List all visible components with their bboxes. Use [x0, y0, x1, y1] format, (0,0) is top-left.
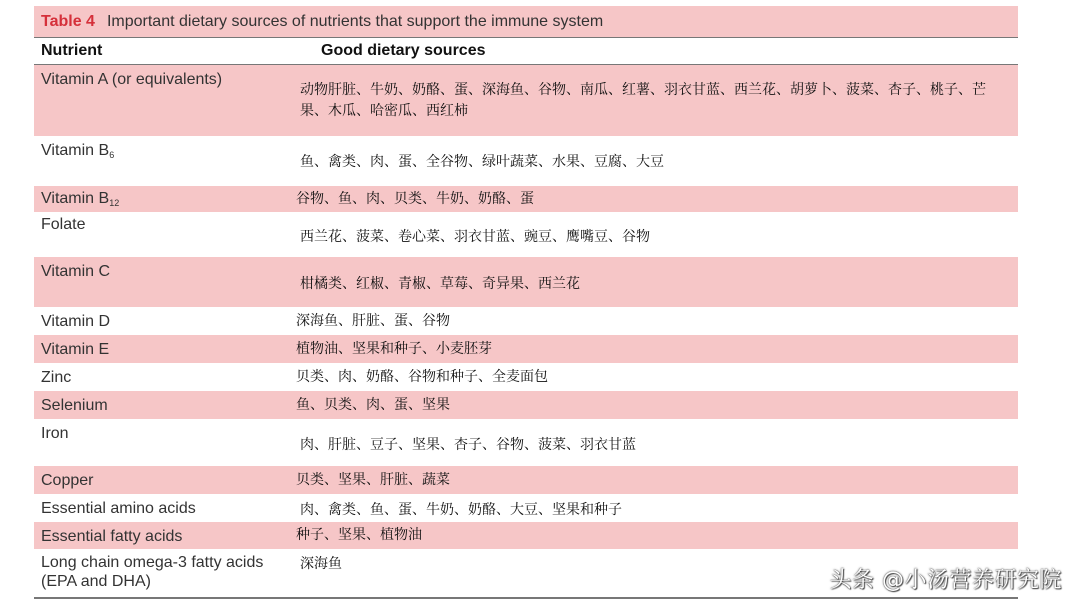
sources-cell — [290, 494, 1018, 522]
nutrient-subscript: 6 — [109, 150, 115, 160]
sources-cell — [290, 419, 1018, 466]
nutrient-cell: Iron — [41, 425, 69, 442]
table-bottom-rule — [34, 597, 1018, 599]
table-row — [34, 136, 1018, 186]
watermark: 头条 @小汤营养研究院 — [829, 568, 1062, 593]
sources-text: 谷物、鱼、肉、贝类、牛奶、奶酪、蛋 — [296, 190, 534, 207]
table-row — [34, 363, 1018, 391]
nutrient-cell: Selenium — [41, 397, 108, 414]
header-sources: Good dietary sources — [321, 42, 486, 59]
sources-text: 鱼、禽类、肉、蛋、全谷物、绿叶蔬菜、水果、豆腐、大豆 — [300, 154, 664, 170]
nutrient-cell: Zinc — [41, 369, 72, 386]
table-header — [34, 37, 1018, 65]
nutrient-cell: Essential amino acids — [41, 500, 196, 517]
sources-cell — [290, 363, 1018, 391]
nutrient-cell: Vitamin A (or equivalents) — [41, 71, 223, 88]
sources-text: 肉、肝脏、豆子、坚果、杏子、谷物、菠菜、羽衣甘蓝 — [300, 437, 636, 453]
nutrient-cell — [34, 186, 290, 212]
sources-text: 植物油、坚果和种子、小麦胚芽 — [296, 340, 492, 357]
nutrient-table — [34, 6, 1018, 599]
table-row — [34, 391, 1018, 419]
sources-text: 动物肝脏、牛奶、奶酪、蛋、深海鱼、谷物、南瓜、红薯、羽衣甘蓝、西兰花、胡萝卜、菠菜、杏子、桃子、芒果、木瓜、哈密瓜、西红柿 — [300, 81, 986, 119]
table-row — [34, 494, 1018, 522]
nutrient-name: Vitamin B — [41, 190, 110, 207]
sources-cell — [290, 307, 1018, 335]
nutrient-cell: Vitamin E — [41, 341, 110, 358]
sources-cell — [290, 522, 1018, 549]
nutrient-cell: Essential fatty acids — [41, 528, 183, 545]
sources-text: 种子、坚果、植物油 — [296, 527, 422, 543]
nutrient-cell: Long chain omega-3 fatty acids (EPA and DHA) — [41, 554, 264, 590]
sources-text: 深海鱼、肝脏、蛋、谷物 — [296, 312, 450, 329]
table-row — [34, 186, 1018, 212]
table-row — [34, 212, 1018, 257]
sources-text: 贝类、坚果、肝脏、蔬菜 — [296, 471, 450, 488]
nutrient-subscript: 12 — [109, 198, 120, 208]
sources-text: 西兰花、菠菜、卷心菜、羽衣甘蓝、豌豆、鹰嘴豆、谷物 — [300, 229, 650, 245]
table-label: Table 4 — [41, 12, 95, 30]
table-title: Important dietary sources of nutrients that support the immune system — [106, 12, 604, 30]
table-row — [34, 419, 1018, 466]
sources-text: 鱼、贝类、肉、蛋、坚果 — [296, 396, 450, 413]
nutrient-cell: Vitamin D — [41, 313, 111, 330]
header-nutrient: Nutrient — [41, 42, 103, 59]
table-row — [34, 522, 1018, 549]
table-row — [34, 335, 1018, 363]
sources-cell — [290, 186, 1018, 212]
sources-text: 贝类、肉、奶酪、谷物和种子、全麦面包 — [296, 368, 548, 385]
sources-cell — [290, 391, 1018, 419]
sources-cell — [290, 212, 1018, 257]
sources-cell — [290, 65, 1018, 136]
sources-text: 深海鱼 — [300, 556, 342, 572]
table-row — [34, 466, 1018, 494]
sources-cell — [290, 335, 1018, 363]
table-row — [34, 307, 1018, 335]
nutrient-cell — [34, 136, 290, 186]
nutrient-cell: Vitamin C — [41, 263, 111, 280]
sources-cell — [290, 466, 1018, 494]
nutrient-cell: Folate — [41, 216, 86, 233]
nutrient-cell: Copper — [41, 472, 94, 489]
nutrient-name: Vitamin B — [41, 142, 110, 159]
sources-cell — [290, 136, 1018, 186]
table-row — [34, 65, 1018, 136]
table-caption — [34, 6, 1018, 37]
sources-text: 柑橘类、红椒、青椒、草莓、奇异果、西兰花 — [300, 276, 580, 292]
sources-cell — [290, 257, 1018, 307]
table-row — [34, 257, 1018, 307]
sources-text: 肉、禽类、鱼、蛋、牛奶、奶酪、大豆、坚果和种子 — [300, 501, 622, 518]
